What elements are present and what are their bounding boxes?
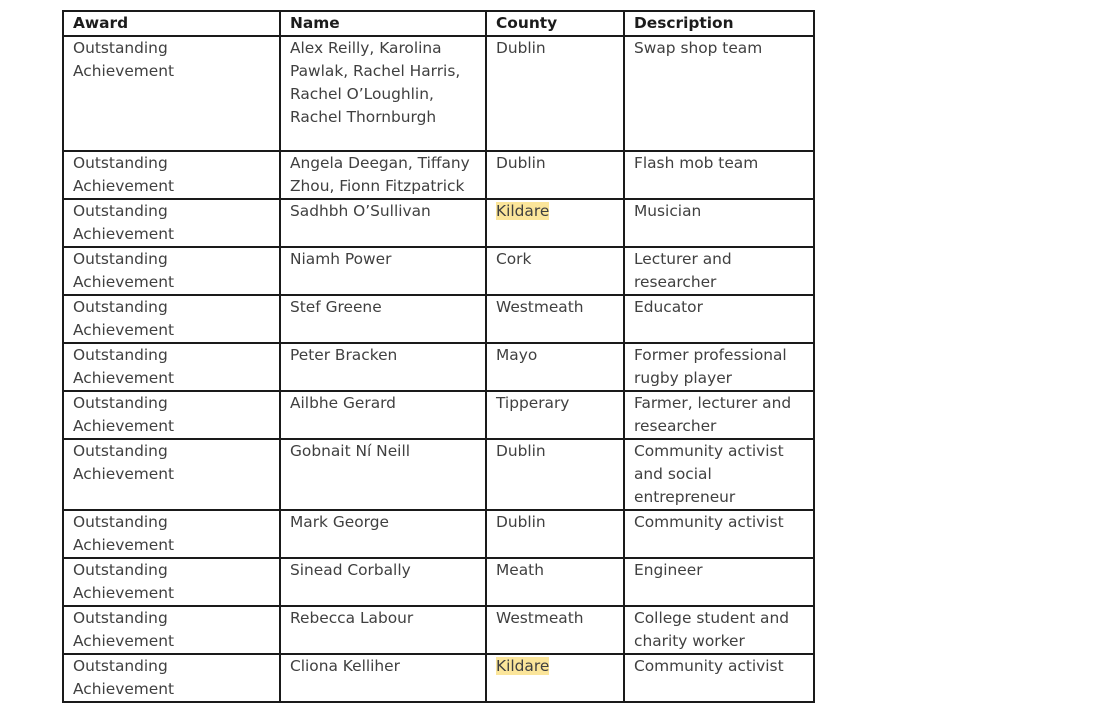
name-cell-text: Alex Reilly, Karolina Pawlak, Rachel Harris, Rachel O’Loughlin, Rachel Thornburgh [290,39,461,126]
table-row [63,510,814,558]
table-row [63,558,814,606]
table-row [63,199,814,247]
table-row [63,36,814,151]
award-cell-text: Outstanding Achievement [73,561,175,602]
description-cell-text: Musician [634,202,702,220]
name-cell-text: Sadhbh O’Sullivan [290,202,431,220]
award-cell [63,654,280,702]
description-cell [624,558,814,606]
award-cell-text: Outstanding Achievement [73,394,175,435]
table-row [63,247,814,295]
description-cell [624,295,814,343]
table-row [63,606,814,654]
award-cell [63,510,280,558]
name-cell [280,439,486,510]
table-row [63,439,814,510]
award-cell [63,295,280,343]
column-header-county: County [486,11,624,36]
name-cell [280,510,486,558]
name-cell-text: Angela Deegan, Tiffany Zhou, Fionn Fitzpatrick [290,154,470,195]
description-cell [624,654,814,702]
county-cell [486,343,624,391]
name-cell-text: Sinead Corbally [290,561,411,579]
name-cell-text: Niamh Power [290,250,392,268]
description-cell-text: Community activist [634,513,784,531]
description-cell-text: Flash mob team [634,154,759,172]
name-cell-text: Stef Greene [290,298,382,316]
award-cell-text: Outstanding Achievement [73,442,175,483]
table-row [63,654,814,702]
description-cell [624,510,814,558]
award-cell [63,36,280,151]
county-cell [486,391,624,439]
name-cell [280,247,486,295]
description-cell [624,36,814,151]
county-cell-text: Dublin [496,154,546,172]
award-cell [63,439,280,510]
awards-table [62,10,815,703]
county-cell-text: Kildare [496,657,550,675]
award-cell [63,343,280,391]
award-cell [63,199,280,247]
description-cell [624,343,814,391]
award-cell-text: Outstanding Achievement [73,513,175,554]
table-row [63,391,814,439]
award-cell-text: Outstanding Achievement [73,298,175,339]
description-cell [624,391,814,439]
county-cell-text: Tipperary [496,394,570,412]
county-cell [486,151,624,199]
table-header-row [63,11,814,36]
description-cell-text: Lecturer and researcher [634,250,732,291]
county-cell-text: Westmeath [496,609,584,627]
name-cell-text: Rebecca Labour [290,609,414,627]
description-cell [624,151,814,199]
name-cell-text: Ailbhe Gerard [290,394,396,412]
name-cell [280,558,486,606]
name-cell [280,654,486,702]
county-cell [486,654,624,702]
name-cell [280,391,486,439]
county-cell [486,439,624,510]
award-cell-text: Outstanding Achievement [73,346,175,387]
county-cell [486,558,624,606]
name-cell-text: Peter Bracken [290,346,398,364]
award-cell-text: Outstanding Achievement [73,39,175,80]
county-cell [486,606,624,654]
award-cell-text: Outstanding Achievement [73,250,175,291]
name-cell [280,295,486,343]
description-cell-text: Swap shop team [634,39,763,57]
award-cell [63,558,280,606]
county-cell-text: Dublin [496,513,546,531]
name-cell [280,199,486,247]
description-cell [624,606,814,654]
description-cell-text: Community activist and social entrepreneur [634,442,784,506]
column-header-name: Name [280,11,486,36]
county-cell-text: Westmeath [496,298,584,316]
description-cell-text: Former professional rugby player [634,346,787,387]
county-cell-text: Mayo [496,346,538,364]
award-cell-text: Outstanding Achievement [73,202,175,243]
county-cell-text: Dublin [496,442,546,460]
description-cell [624,247,814,295]
description-cell-text: Engineer [634,561,703,579]
name-cell [280,343,486,391]
award-cell-text: Outstanding Achievement [73,154,175,195]
description-cell-text: College student and charity worker [634,609,789,650]
name-cell [280,606,486,654]
county-cell [486,247,624,295]
county-cell-text: Meath [496,561,544,579]
table-row [63,151,814,199]
county-cell [486,199,624,247]
award-cell [63,151,280,199]
award-cell [63,606,280,654]
name-cell-text: Mark George [290,513,389,531]
award-cell-text: Outstanding Achievement [73,657,175,698]
county-cell [486,510,624,558]
name-cell [280,151,486,199]
county-cell [486,36,624,151]
description-cell [624,439,814,510]
award-cell [63,391,280,439]
award-cell [63,247,280,295]
award-cell-text: Outstanding Achievement [73,609,175,650]
name-cell [280,36,486,151]
column-header-award: Award [63,11,280,36]
description-cell [624,199,814,247]
description-cell-text: Farmer, lecturer and researcher [634,394,792,435]
county-cell-text: Dublin [496,39,546,57]
column-header-description: Description [624,11,814,36]
county-cell [486,295,624,343]
table-row [63,295,814,343]
description-cell-text: Community activist [634,657,784,675]
description-cell-text: Educator [634,298,703,316]
county-cell-text: Kildare [496,202,550,220]
table-body [63,36,814,702]
table-row [63,343,814,391]
name-cell-text: Cliona Kelliher [290,657,400,675]
name-cell-text: Gobnait Ní Neill [290,442,410,460]
county-cell-text: Cork [496,250,532,268]
